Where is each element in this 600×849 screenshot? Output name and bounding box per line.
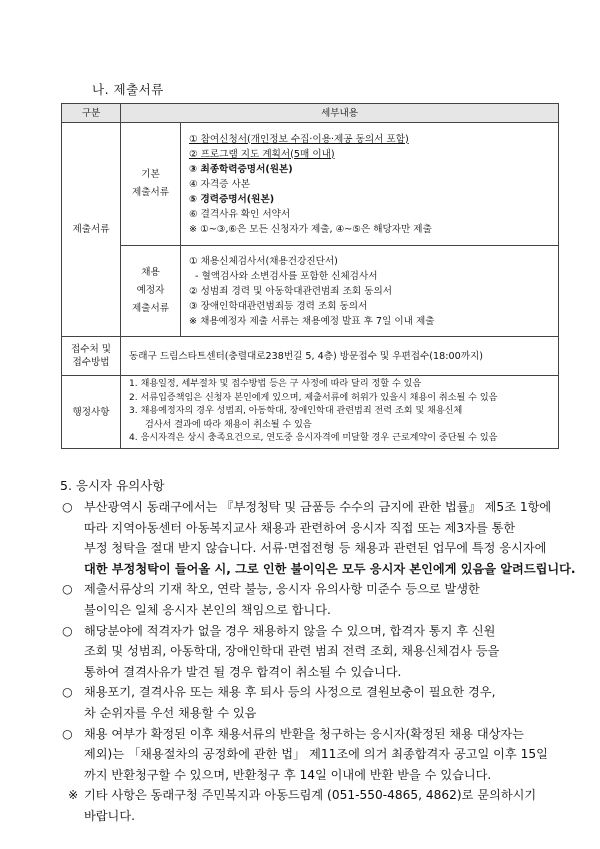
note-bullet: ○ <box>62 685 73 700</box>
list-item: ⑤ 경력증명서(원본) <box>189 193 275 205</box>
table-row-basic <box>62 123 559 246</box>
list-item: 2. 서류입증책임은 신청자 본인에게 있으며, 제출서류에 허위가 있을시 채용이 취소될 수 있음 <box>129 392 498 403</box>
hired-docs-list <box>181 246 559 337</box>
list-item: 검사서 결과에 따라 채용이 취소될 수 있음 <box>145 419 312 430</box>
header-category: 구분 <box>62 104 121 123</box>
section-title-applicant-notes: 5. 응시자 유의사항 <box>60 478 165 493</box>
note-bullet: ○ <box>62 623 73 638</box>
applicant-notes <box>62 497 576 827</box>
list-item: 4. 응시자격은 상시 충족요건으로, 연도중 응시자격에 미달할 경우 근로계약이 중단될 수 있음 <box>129 433 498 444</box>
list-item: ② 프로그램 지도 계획서(5매 이내) <box>189 148 335 160</box>
list-item: - 혈액검사와 소변검사를 포함한 신체검사서 <box>195 270 378 282</box>
note-item-contact: ※ 기타 사항은 동래구청 주민복지과 아동드림계 (051-550-4865, 4862)로 문의하시기 바랍니다. <box>62 785 562 826</box>
sublabel-hired-docs: 채용 예정자 제출서류 <box>121 246 181 337</box>
list-item: 3. 채용예정자의 경우 성범죄, 아동학대, 장애인학대 관련범죄 전력 조회 및 채용신체 <box>129 406 463 417</box>
row-label-reception: 접수처 및 접수방법 <box>62 337 121 376</box>
list-item: ③ 장애인학대관련범죄등 경력 조회 동의서 <box>189 300 368 312</box>
note-bullet: ○ <box>62 582 73 597</box>
note-item: ○ 해당분야에 적격자가 없을 경우 채용하지 않을 수 있으며, 합격자 통지 후 신원 조회 및 성범죄, 아동학대, 장애인학대 관련 범죄 전력 조회, 채용신체검사 등을 통하여 결격사유가 발견 될 경우 합격이 취소될 수 있습니다. <box>62 621 562 683</box>
list-item: ⑥ 결격사유 확인 서약서 <box>189 208 291 220</box>
basic-docs-list <box>181 123 559 246</box>
note-item: ○ 채용포기, 결격사유 또는 채용 후 퇴사 등의 사정으로 결원보충이 필요한 경우, 차 순위자를 우선 채용할 수 있음 <box>62 682 562 723</box>
table-row-hired <box>62 246 559 337</box>
note-item: ○ 제출서류상의 기재 착오, 연락 불능, 응시자 유의사항 미준수 등으로 발생한 불이익은 일체 응시자 본인의 책임으로 합니다. <box>62 579 562 620</box>
list-item: ① 참여신청서(개인정보 수집·이용·제공 동의서 포함) <box>189 133 409 145</box>
note-item: ○ 부산광역시 동래구에서는 『부정청탁 및 금품등 수수의 금지에 관한 법률』 제5조 1항에 따라 지역아동센터 아동복지교사 채용과 관련하여 응시자 직접 또는 제3자를 통한 부정 청탁을 절대 받지 않습니다. 서류·면접전형 등 채용과 관련된 업무에 특정 응시자에 대한 부정청탁이 들어올 시, 그로 인한 불이익은 모두 응시자 본인에게 있음을 알려드립니다. <box>62 497 562 579</box>
list-item: ④ 자격증 사본 <box>189 178 251 190</box>
reception-text: 동래구 드림스타트센터(충렬대로238번길 5, 4층) 방문접수 및 우편접수(18:00까지) <box>121 337 559 376</box>
note-bullet: ○ <box>62 500 73 514</box>
section-title-submission-docs: 나. 제출서류 <box>92 82 164 97</box>
note-bullet: ※ <box>68 788 79 803</box>
note-bullet: ○ <box>62 726 73 741</box>
header-details: 세부내용 <box>121 104 559 123</box>
table-header-row <box>62 104 559 123</box>
list-item: ※ ①~③,⑥은 모든 신청자가 제출, ④~⑤은 해당자만 제출 <box>189 223 432 235</box>
submission-docs-table <box>61 103 559 449</box>
row-label-admin: 행정사항 <box>62 376 121 449</box>
table-row-admin <box>62 376 559 449</box>
list-item: ③ 최종학력증명서(원본) <box>189 163 293 175</box>
row-label-submission-docs: 제출서류 <box>62 123 121 337</box>
list-item: 1. 채용일정, 세부절차 및 접수방법 등은 구 사정에 따라 달리 정할 수 있음 <box>129 379 422 390</box>
list-item: ※ 채용예정자 제출 서류는 채용예정 발표 후 7일 이내 제출 <box>189 315 435 327</box>
note-item: ○ 채용 여부가 확정된 이후 채용서류의 반환을 청구하는 응시자(확정된 채용 대상자는 제외)는 「채용절차의 공정화에 관한 법」 제11조에 의거 최종합격자 공고일 이후 15일 까지 반환청구할 수 있으며, 반환청구 후 14일 이내에 반환 받을 수 있습니다. <box>62 724 562 786</box>
list-item: ② 성범죄 경력 및 아동학대관련범죄 조회 동의서 <box>189 285 392 297</box>
table-row-reception <box>62 337 559 376</box>
admin-notes-list <box>121 376 559 449</box>
list-item: ① 채용신체검사서(채용건강진단서) <box>189 255 338 267</box>
sublabel-basic-docs: 기본 제출서류 <box>121 123 181 246</box>
